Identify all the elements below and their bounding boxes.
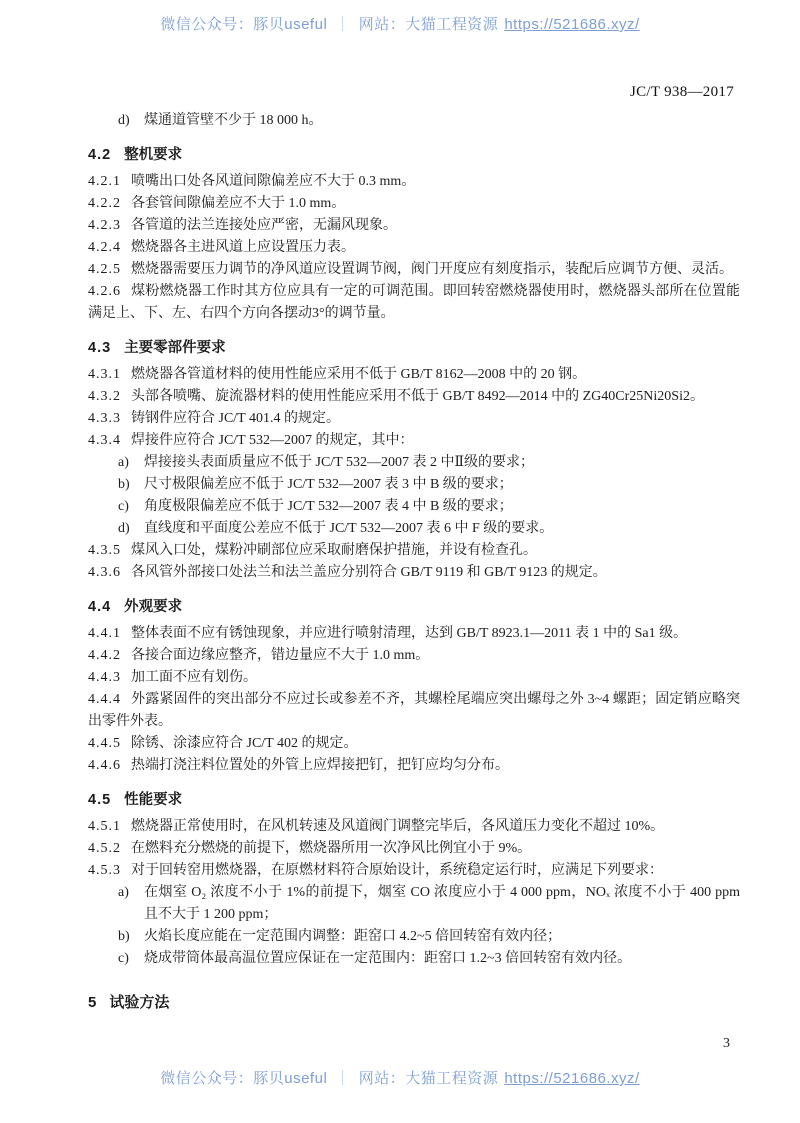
heading-number: 4.2 [88,147,112,163]
section-heading [88,789,740,811]
heading-title: 试验方法 [109,994,170,1011]
clause [88,838,740,860]
clause-number: 4.2.3 [88,218,121,233]
clause [88,171,740,193]
clause [88,237,740,259]
list-item-text: 火焰长度应能在一定范围内调整：距窑口 4.2~5 倍回转窑有效内径； [144,929,562,944]
clause-text: 对于回转窑用燃烧器，在原燃材料符合原始设计，系统稳定运行时，应满足下列要求： [131,863,663,878]
clause [88,689,740,733]
clause-number: 4.4.5 [88,736,121,751]
list-item-label: b) [118,929,130,944]
clause-number: 4.3.3 [88,411,121,426]
clause-number: 4.4.1 [88,626,121,641]
list-item-text: 焊接接头表面质量应不低于 JC/T 532—2007 表 2 中Ⅱ级的要求； [144,455,534,470]
list-item-label: a) [118,455,129,470]
list-item-label: d) [118,113,130,128]
clause [88,540,740,562]
watermark-site: 网站：大猫工程资源 [358,16,499,33]
list-item-text: 煤通道管壁不少于 18 000 h。 [144,113,323,128]
watermark-site: 网站：大猫工程资源 [358,1070,499,1087]
clause-number: 4.3.1 [88,367,121,382]
clause-number: 4.3.6 [88,565,121,580]
list-item-text: 直线度和平面度公差应不低于 JC/T 532—2007 表 6 中 F 级的要求。 [144,521,554,536]
document-body [88,110,740,1014]
clause-text: 各套管间隙偏差应不大于 1.0 mm。 [131,196,346,211]
clause [88,281,740,325]
watermark-top [0,13,800,34]
list-item-label: c) [118,499,129,514]
list-item-text: 角度极限偏差应不低于 JC/T 532—2007 表 4 中 B 级的要求； [144,499,513,514]
clause-number: 4.4.4 [88,692,121,707]
watermark-separator: ｜ [335,16,351,33]
clause [88,430,740,452]
watermark-url-link[interactable]: https://521686.xyz/ [504,16,640,33]
clause-text: 加工面不应有划伤。 [131,670,257,685]
list-item-label: c) [118,951,129,966]
clause-text: 喷嘴出口处各风道间隙偏差应不大于 0.3 mm。 [131,174,416,189]
list-item-label: b) [118,477,130,492]
list-item [118,926,740,948]
clause-number: 4.2.2 [88,196,121,211]
clause-number: 4.5.2 [88,841,121,856]
clause-text: 各管道的法兰连接处应严密，无漏风现象。 [131,218,397,233]
list-item-label: a) [118,885,129,900]
clause-text: 焊接件应符合 JC/T 532—2007 的规定，其中： [131,433,414,448]
clause-number: 4.4.6 [88,758,121,773]
clause-text: 燃烧器各主进风道上应设置压力表。 [131,240,355,255]
clause [88,193,740,215]
heading-number: 4.5 [88,792,112,808]
clause [88,860,740,882]
list-item [118,518,740,540]
clause [88,645,740,667]
list-item [118,496,740,518]
clause-number: 4.4.2 [88,648,121,663]
clause [88,364,740,386]
clause-text: 头部各喷嘴、旋流器材料的使用性能应采用不低于 GB/T 8492—2014 中的 ZG40Cr25Ni20Si2。 [131,389,704,404]
list-item [118,882,740,926]
list-item [118,452,740,474]
watermark-account: 微信公众号：豚贝useful [160,1070,328,1087]
clause-text: 燃烧器需要压力调节的净风道应设置调节阀，阀门开度应有刻度指示，装配后应调节方便、灵活。 [131,262,733,277]
clause [88,259,740,281]
clause [88,733,740,755]
clause-text: 外露紧固件的突出部分不应过长或参差不齐，其螺栓尾端应突出螺母之外 3~4 螺距；固定销应略突出零件外表。 [88,692,740,729]
clause [88,215,740,237]
clause-number: 4.2.5 [88,262,121,277]
clause-text: 燃烧器各管道材料的使用性能应采用不低于 GB/T 8162—2008 中的 20 钢。 [131,367,587,382]
clause-text: 在燃料充分燃烧的前提下，燃烧器所用一次净风比例宜小于 9%。 [131,841,532,856]
clause-number: 4.3.2 [88,389,121,404]
clause-text: 煤风入口处，煤粉冲刷部位应采取耐磨保护措施，并设有检查孔。 [131,543,537,558]
clause-text: 各接合面边缘应整齐，错边量应不大于 1.0 mm。 [131,648,430,663]
watermark-bottom [0,1067,800,1088]
clause [88,816,740,838]
list-item-text: 烧成带筒体最高温位置应保证在一定范围内：距窑口 1.2~3 倍回转窑有效内径。 [144,951,632,966]
watermark-account: 微信公众号：豚贝useful [160,16,328,33]
list-item [118,110,740,132]
clause [88,562,740,584]
list-item [118,474,740,496]
watermark-url-link[interactable]: https://521686.xyz/ [504,1070,640,1087]
section-heading [88,337,740,359]
clause [88,408,740,430]
heading-title: 性能要求 [124,792,183,808]
doc-standard-code: JC/T 938—2017 [629,84,734,100]
heading-title: 整机要求 [124,147,183,163]
clause-text: 煤粉燃烧器工作时其方位应具有一定的可调范围。即回转窑燃烧器使用时，燃烧器头部所在位置能满足上、下、左、右四个方向各摆动3°的调节量。 [88,284,740,321]
clause-text: 铸钢件应符合 JC/T 401.4 的规定。 [131,411,340,426]
section-heading [88,992,740,1014]
clause-number: 4.5.3 [88,863,121,878]
section-heading [88,596,740,618]
clause [88,386,740,408]
clause-number: 4.4.3 [88,670,121,685]
clause-text: 整体表面不应有锈蚀现象，并应进行喷射清理，达到 GB/T 8923.1—2011 表 1 中的 Sa1 级。 [131,626,688,641]
list-item-label: d) [118,521,130,536]
clause-number: 4.3.4 [88,433,121,448]
clause-number: 4.2.6 [88,284,121,299]
list-item-text: 尺寸极限偏差应不低于 JC/T 532—2007 表 3 中 B 级的要求； [144,477,513,492]
heading-number: 4.4 [88,599,112,615]
section-heading [88,144,740,166]
clause [88,667,740,689]
clause-number: 4.2.4 [88,240,121,255]
clause-number: 4.5.1 [88,819,121,834]
clause-text: 各风管外部接口处法兰和法兰盖应分别符合 GB/T 9119 和 GB/T 9123 的规定。 [131,565,607,580]
heading-title: 主要零部件要求 [124,340,226,356]
clause-text: 热端打浇注料位置处的外管上应焊接把钉，把钉应均匀分布。 [131,758,509,773]
list-item-text: 在烟室 O₂ 浓度不小于 1%的前提下，烟室 CO 浓度应小于 4 000 ppm，NOₓ 浓度不小于 400 ppm 且不大于 1 200 ppm； [144,885,740,922]
watermark-separator: ｜ [335,1070,351,1087]
heading-number: 5 [88,994,97,1011]
page-number: 3 [723,1036,730,1051]
clause [88,755,740,777]
list-item [118,948,740,970]
clause-number: 4.2.1 [88,174,121,189]
heading-title: 外观要求 [124,599,183,615]
clause-text: 燃烧器正常使用时，在风机转速及风道阀门调整完毕后，各风道压力变化不超过 10%。 [131,819,665,834]
clause [88,623,740,645]
clause-text: 除锈、涂漆应符合 JC/T 402 的规定。 [131,736,358,751]
heading-number: 4.3 [88,340,112,356]
clause-number: 4.3.5 [88,543,121,558]
